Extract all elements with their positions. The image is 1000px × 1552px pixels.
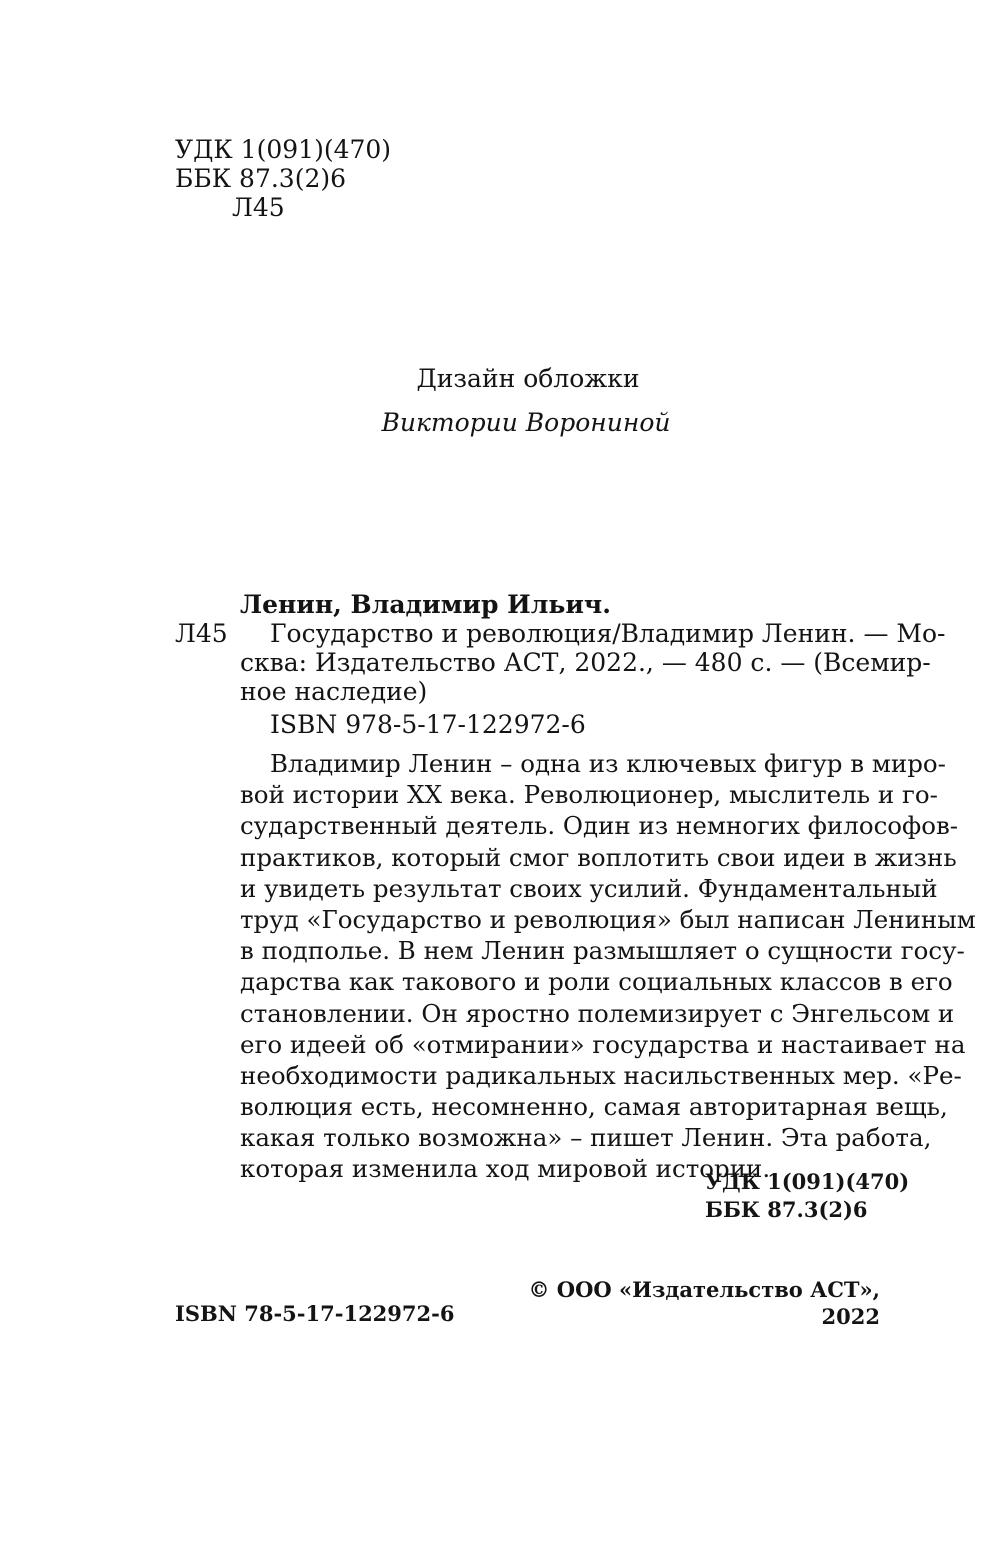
annotation-line: необходимости радикальных насильственных мер. «Ре- (240, 1060, 962, 1090)
annotation-line: какая только возможна» – пишет Ленин. Эта работа, (240, 1123, 932, 1153)
isbn-record: ISBN 978-5-17-122972-6 (270, 710, 586, 739)
copyright-line-1: © ООО «Издательство АСТ», (528, 1277, 880, 1302)
cover-designer-name: Виктории Ворониной (381, 408, 671, 437)
annotation-line: дарства как такового и роли социальных классов в его (240, 967, 953, 997)
isbn-footer: ISBN 78-5-17-122972-6 (175, 1301, 455, 1326)
annotation-line: волюция есть, несомненно, самая авторитарная вещь, (240, 1092, 948, 1122)
annotation-line: которая изменила ход мировой истории. (240, 1154, 771, 1184)
annotation-line: практиков, который смог воплотить свои идеи в жизнь (240, 842, 957, 872)
copyright-year: 2022 (821, 1304, 880, 1329)
udk-code-top: УДК 1(091)(470) (175, 135, 392, 164)
cover-design-label: Дизайн обложки (416, 364, 640, 393)
annotation-line: Владимир Ленин – одна из ключевых фигур в миро- (270, 749, 946, 778)
annotation-line: в подполье. В нем Ленин размышляет о сущности госу- (240, 936, 965, 966)
udk-code-bottom: УДК 1(091)(470) (705, 1169, 910, 1194)
annotation-paragraph (240, 748, 976, 1185)
annotation-line: труд «Государство и революция» был написан Лениным (240, 904, 976, 934)
description-line-3: ное наследие) (240, 677, 428, 706)
annotation-line: сударственный деятель. Один из немногих философов- (240, 811, 959, 841)
bbk-code-top: ББК 87.3(2)6 (175, 164, 347, 193)
annotation-line: и увидеть результат своих усилий. Фундаментальный (240, 873, 938, 903)
annotation-line: становлении. Он яростно полемизирует с Энгельсом и (240, 998, 955, 1028)
author-mark-top: Л45 (232, 193, 285, 222)
author-heading: Ленин, Владимир Ильич. (240, 590, 611, 619)
annotation-line: его идеей об «отмирании» государства и настаивает на (240, 1029, 966, 1059)
author-mark-record: Л45 (175, 619, 228, 648)
bbk-code-bottom: ББК 87.3(2)6 (705, 1197, 868, 1222)
annotation-line: вой истории XX века. Революционер, мыслитель и го- (240, 780, 938, 810)
description-line-2: сква: Издательство АСТ, 2022., — 480 с. — (Всемир- (240, 648, 931, 677)
description-line-1: Государство и революция/Владимир Ленин. — Мо- (270, 619, 946, 648)
